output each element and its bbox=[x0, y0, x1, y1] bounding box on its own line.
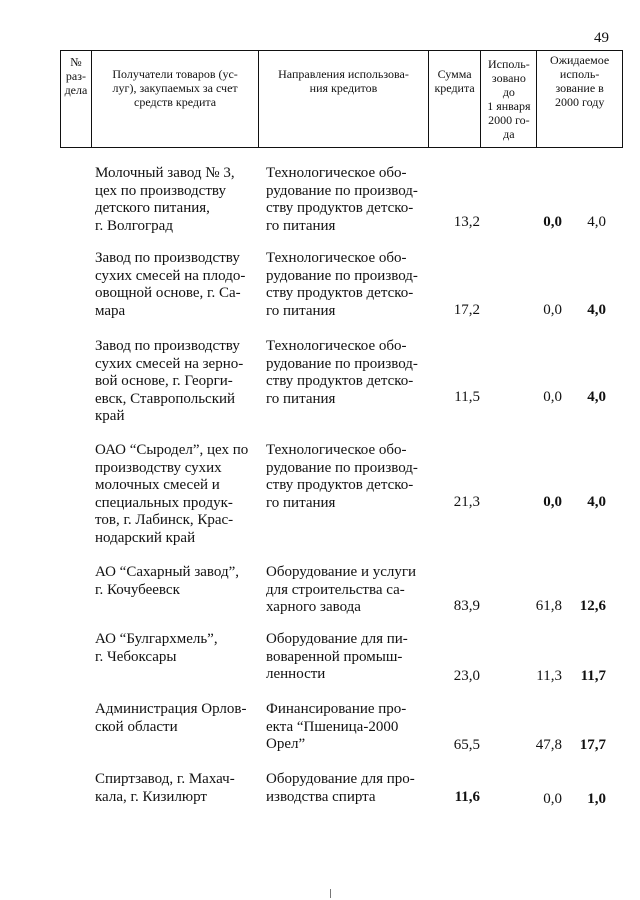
expected-cell: 11,7 bbox=[580, 668, 606, 684]
recipient-cell: Завод по производству сухих смесей на плодо- овощной основе, г. Са- мара bbox=[95, 250, 246, 319]
table-header bbox=[60, 50, 623, 148]
expected-cell: 17,7 bbox=[579, 737, 606, 753]
expected-cell: 4,0 bbox=[587, 214, 606, 230]
used-cell: 0,0 bbox=[543, 389, 562, 405]
header-section-number: № раз- дела bbox=[61, 51, 92, 147]
used-cell: 11,3 bbox=[536, 668, 562, 684]
sum-cell: 23,0 bbox=[453, 668, 480, 684]
header-credit-sum: Сумма кредита bbox=[429, 51, 482, 147]
direction-cell: Технологическое обо- рудование по производ- ству продуктов детско- го питания bbox=[266, 165, 418, 234]
recipient-cell: Завод по производству сухих смесей на зерно- вой основе, г. Георги- евск, Ставропольский край bbox=[95, 338, 244, 424]
used-cell: 0,0 bbox=[543, 494, 562, 510]
recipient-cell: Администрация Орлов- ской области bbox=[95, 701, 247, 735]
expected-cell: 12,6 bbox=[579, 598, 606, 614]
recipient-cell: АО “Булгархмель”, г. Чебоксары bbox=[95, 631, 218, 665]
page-number: 49 bbox=[594, 30, 609, 46]
recipient-cell: Молочный завод № 3, цех по производству детского питания, г. Волгоград bbox=[95, 165, 235, 234]
sum-cell: 11,6 bbox=[454, 789, 480, 805]
header-directions: Направления использова- ния кредитов bbox=[259, 51, 428, 147]
sum-cell: 17,2 bbox=[453, 302, 480, 318]
direction-cell: Финансирование про- екта “Пшеница-2000 Орел” bbox=[266, 701, 407, 752]
direction-cell: Оборудование для пи- воваренной промыш- ленности bbox=[266, 631, 408, 682]
header-recipients: Получатели товаров (ус- луг), закупаемых за счет средств кредита bbox=[92, 51, 259, 147]
header-used-before-2000: Исполь- зовано до 1 января 2000 го- да bbox=[481, 51, 537, 147]
expected-cell: 4,0 bbox=[587, 389, 606, 405]
used-cell: 0,0 bbox=[543, 214, 562, 230]
used-cell: 61,8 bbox=[535, 598, 562, 614]
sum-cell: 65,5 bbox=[453, 737, 480, 753]
sum-cell: 11,5 bbox=[454, 389, 480, 405]
direction-cell: Технологическое обо- рудование по производ- ству продуктов детско- го питания bbox=[266, 250, 418, 319]
scan-artifact-mark bbox=[330, 889, 331, 898]
used-cell: 47,8 bbox=[535, 737, 562, 753]
recipient-cell: АО “Сахарный завод”, г. Кочубеевск bbox=[95, 564, 240, 598]
direction-cell: Технологическое обо- рудование по производ- ству продуктов детско- го питания bbox=[266, 338, 418, 407]
used-cell: 0,0 bbox=[543, 302, 562, 318]
header-expected-2000: Ожидаемое исполь- зование в 2000 году bbox=[550, 53, 610, 109]
expected-cell: 1,0 bbox=[587, 791, 606, 807]
sum-cell: 13,2 bbox=[453, 214, 480, 230]
direction-cell: Оборудование для про- изводства спирта bbox=[266, 771, 415, 805]
direction-cell: Оборудование и услуги для строительства са- харного завода bbox=[266, 564, 417, 615]
recipient-cell: ОАО “Сыродел”, цех по производству сухих молочных смесей и специальных продук- тов, г. Лабинск, Крас- нодарский край bbox=[95, 442, 249, 546]
direction-cell: Технологическое обо- рудование по производ- ству продуктов детско- го питания bbox=[266, 442, 418, 511]
used-cell: 0,0 bbox=[543, 791, 562, 807]
expected-cell: 4,0 bbox=[587, 302, 606, 318]
sum-cell: 83,9 bbox=[453, 598, 480, 614]
recipient-cell: Спиртзавод, г. Махач- кала, г. Кизилюрт bbox=[95, 771, 235, 805]
expected-cell: 4,0 bbox=[587, 494, 606, 510]
sum-cell: 21,3 bbox=[453, 494, 480, 510]
